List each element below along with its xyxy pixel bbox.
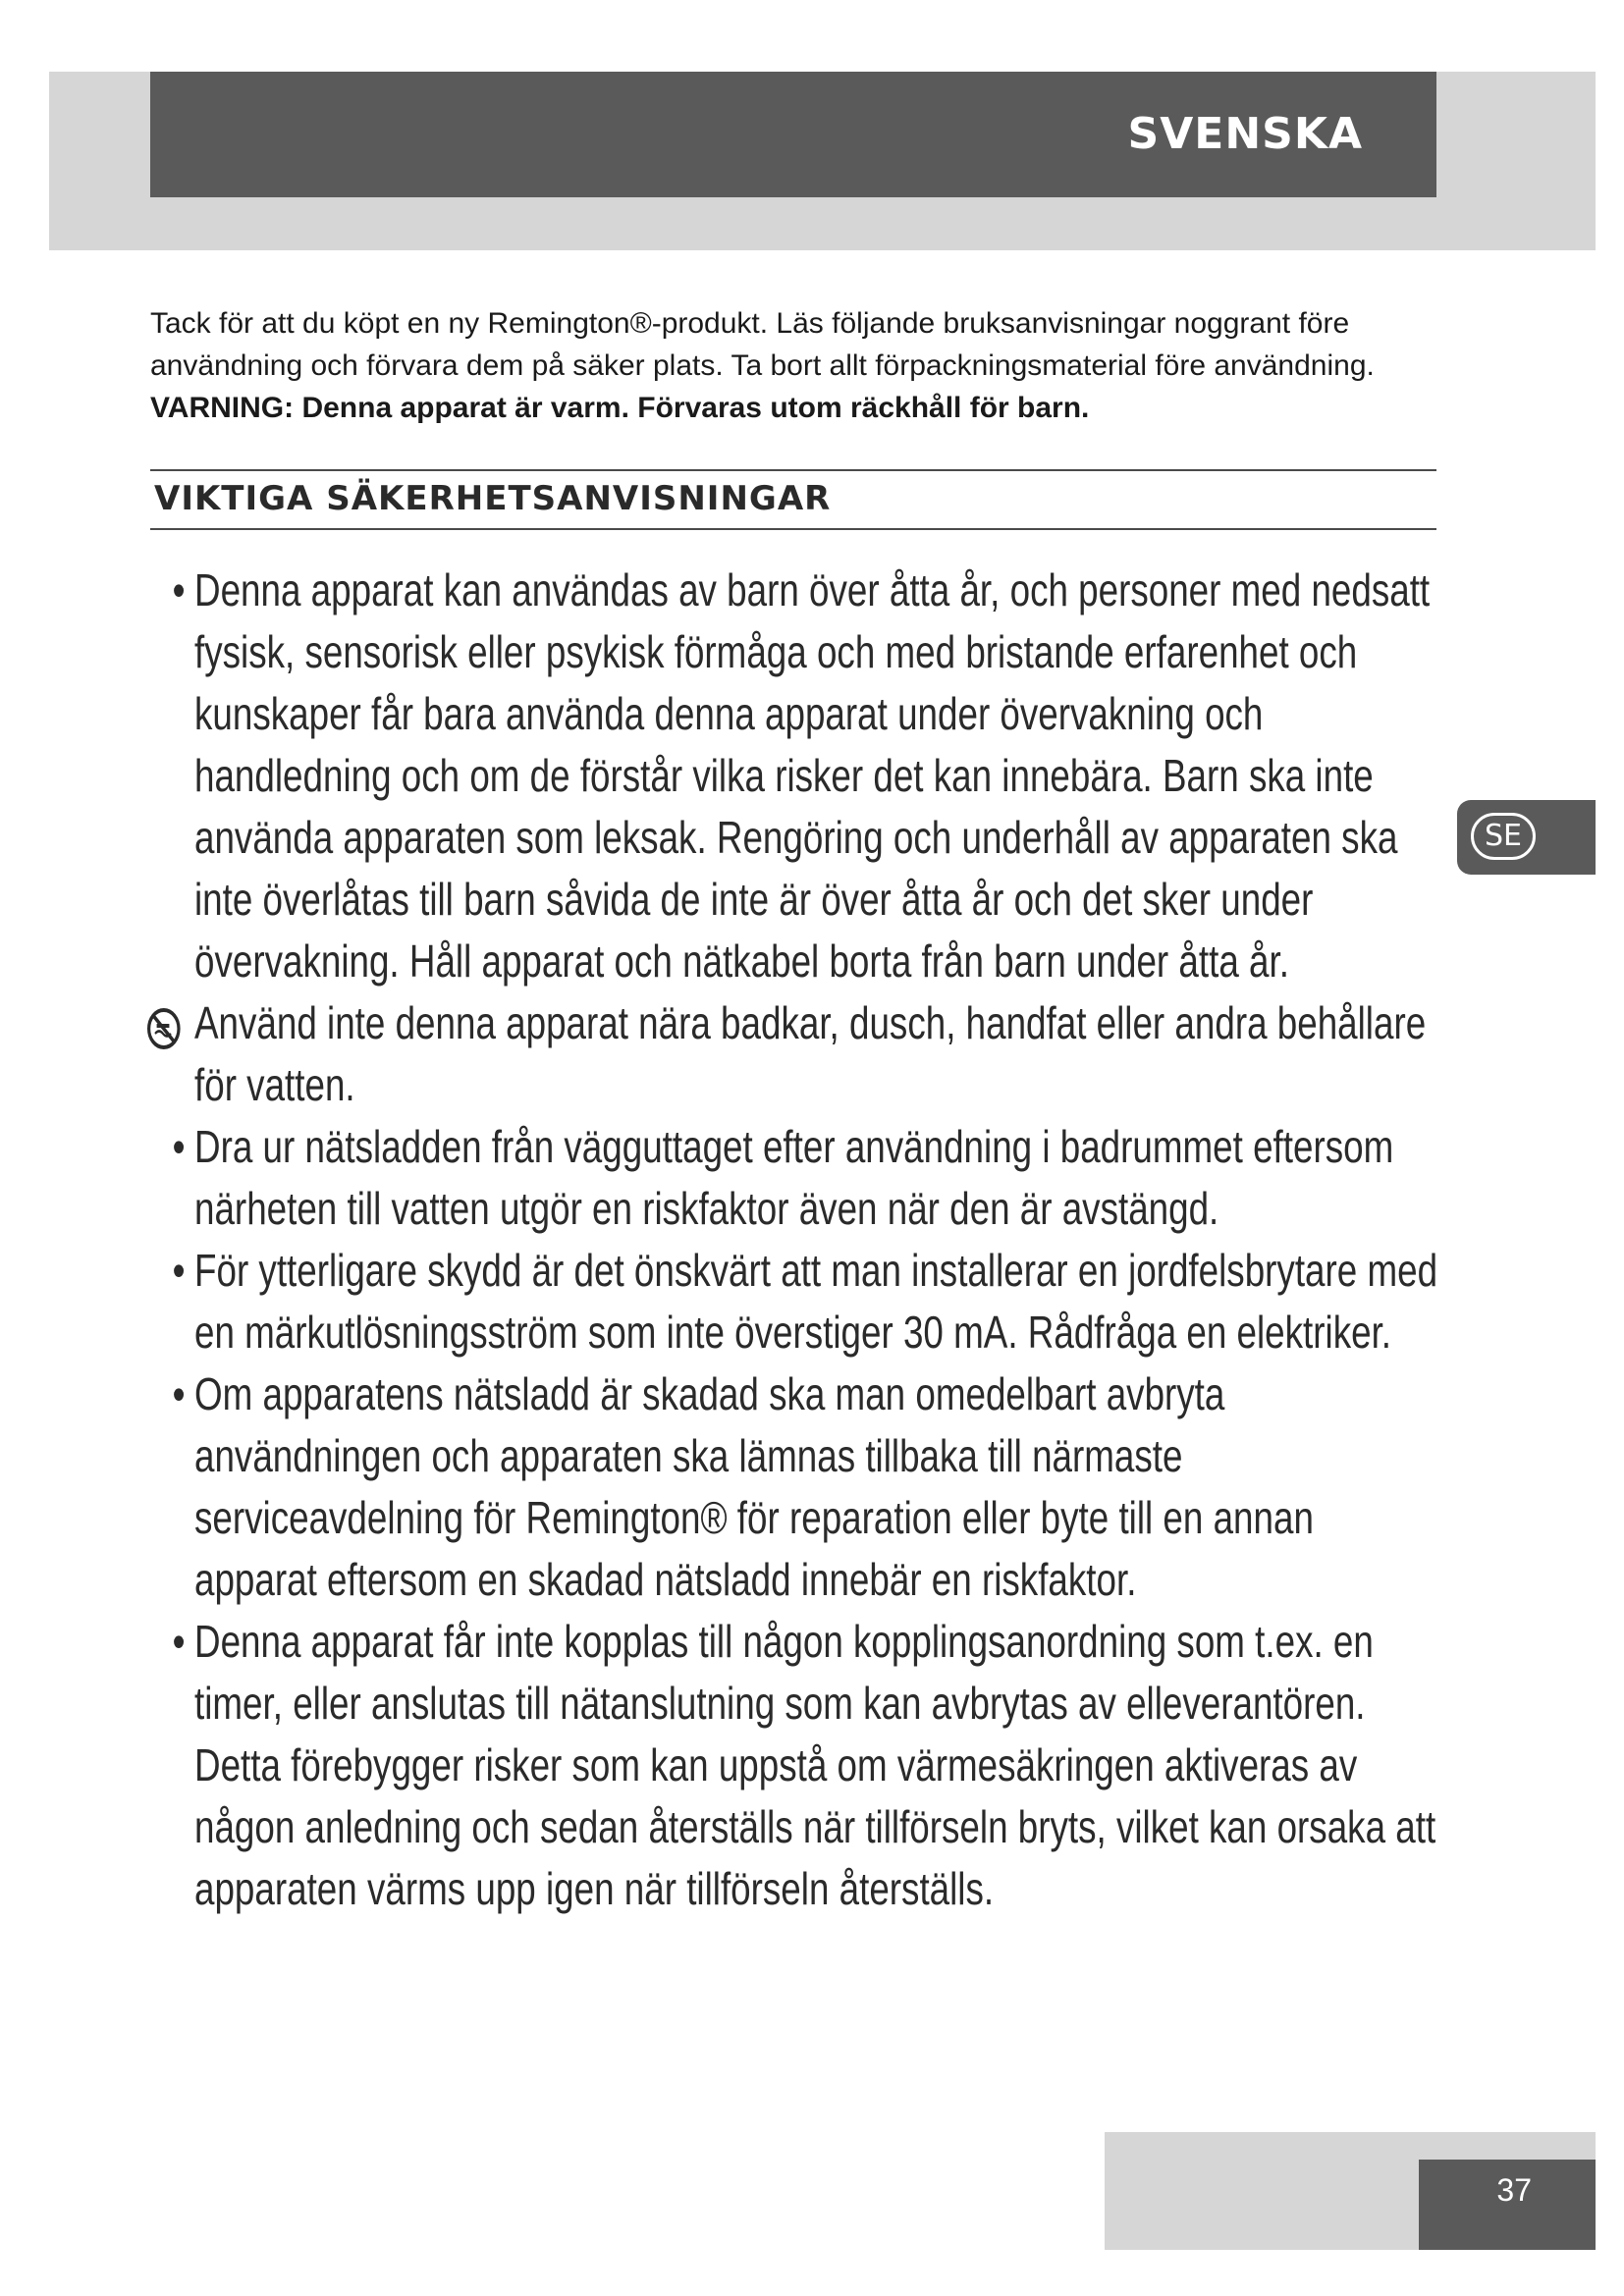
section-header	[150, 469, 1436, 530]
list-item	[147, 1611, 1443, 1920]
list-item	[147, 1116, 1443, 1240]
intro-warning: VARNING: Denna apparat är varm. Förvaras utom räckhåll för barn.	[150, 392, 1090, 424]
list-item-text: Använd inte denna apparat nära badkar, dusch, handfat eller andra behållare för vatten.	[194, 997, 1427, 1110]
list-item	[147, 560, 1443, 992]
list-item	[147, 1240, 1443, 1363]
footer-box	[1419, 2160, 1596, 2250]
header-bar	[150, 72, 1436, 197]
list-item-text: Denna apparat får inte kopplas till någon kopplingsanordning som t.ex. en timer, eller anslutas till nätanslutning som kan avbrytas av elleverantören. Detta förebygger risker som kan uppstå om värmesäkringen aktiveras av någon anledning och sedan återställs när tillförseln bryts, vilket kan orsaka att apparaten värms upp igen när tillförseln återställs.	[194, 1616, 1436, 1914]
list-item	[147, 1363, 1443, 1611]
list-item-text: Om apparatens nätsladd är skadad ska man omedelbart avbryta användningen och apparaten ska lämnas tillbaka till närmaste serviceavdelning för Remington® för reparation eller byte till en annan apparat eftersom en skadad nätsladd innebär en riskfaktor.	[194, 1368, 1314, 1605]
bullet: •	[172, 1121, 186, 1172]
list-item-warning	[147, 992, 1443, 1116]
bullet: •	[172, 1245, 186, 1296]
intro-text: Tack för att du köpt en ny Remington®-produkt. Läs följande bruksanvisningar noggrant före användning och förvara dem på säker plats. Ta bort allt förpackningsmaterial före användning.	[150, 307, 1375, 382]
language-title: SVENSKA	[1127, 109, 1363, 159]
no-water-icon	[139, 1004, 189, 1047]
section-title: VIKTIGA SÄKERHETSANVISNINGAR	[154, 479, 832, 518]
list-item-text: Dra ur nätsladden från vägguttaget efter användning i badrummet eftersom närheten till vatten utgör en riskfaktor även när den är avstängd.	[194, 1121, 1394, 1234]
intro-paragraph	[150, 302, 1446, 429]
bullet: •	[172, 1616, 186, 1667]
list-item-text: Denna apparat kan användas av barn över åtta år, och personer med nedsatt fysisk, sensorisk eller psykisk förmåga och med bristande erfarenhet och kunskaper får bara använda denna apparat under övervakning och handledning och om de förstår vilka risker det kan innebära. Barn ska inte använda apparaten som leksak. Rengöring och underhåll av apparaten ska inte överlåtas till barn såvida de inte är över åtta år och det sker under övervakning. Håll apparat och nätkabel borta från barn under åtta år.	[194, 564, 1431, 987]
bullet: •	[172, 564, 186, 615]
language-tab-label: SE	[1471, 813, 1536, 860]
bullet: •	[172, 1368, 186, 1419]
page-number: 37	[1496, 2172, 1532, 2208]
safety-instructions	[147, 560, 1443, 1920]
language-tab	[1457, 800, 1596, 875]
list-item-text: För ytterligare skydd är det önskvärt att man installerar en jordfelsbrytare med en märkutlösningsström som inte överstiger 30 mA. Rådfråga en elektriker.	[194, 1245, 1438, 1358]
